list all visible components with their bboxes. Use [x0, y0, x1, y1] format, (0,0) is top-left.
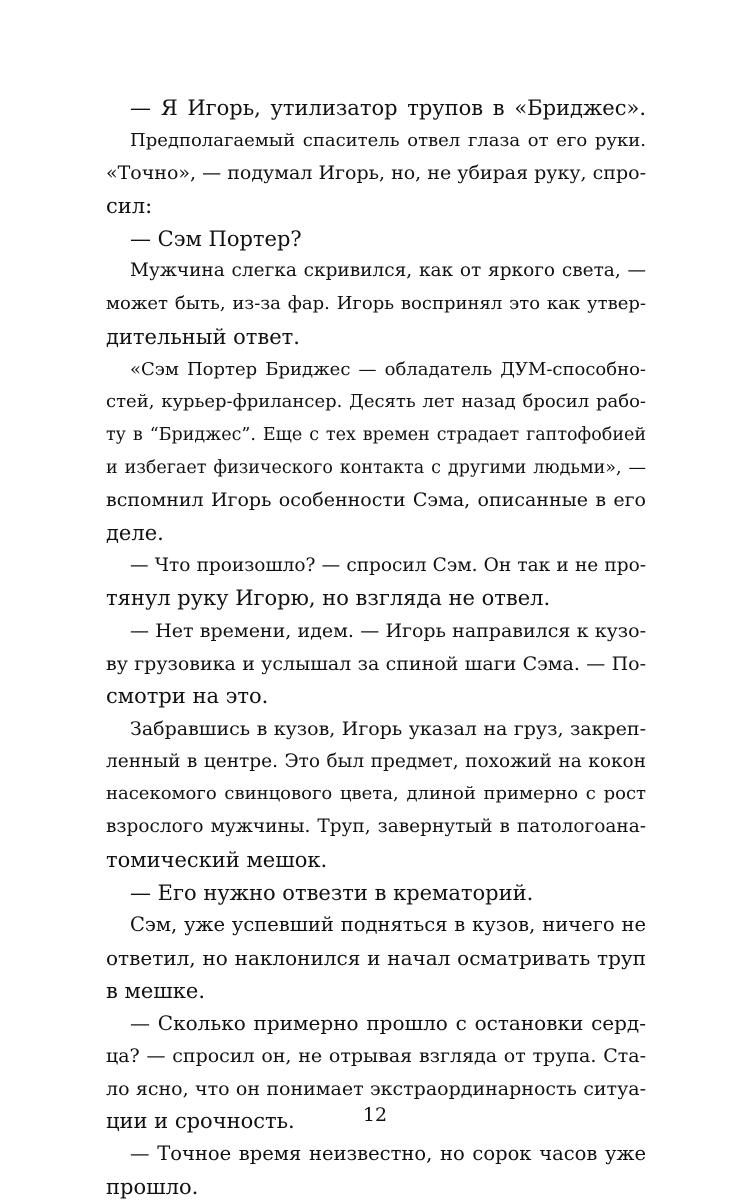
- text-line: — Нет времени, идем. — Игорь направился к кузо-: [130, 620, 646, 642]
- text-line: Мужчина слегка скривился, как от яркого света, —: [130, 260, 646, 282]
- text-line: — Его нужно отвезти в крематорий.: [130, 880, 534, 905]
- text-line: тянул руку Игорю, но взгляда не отвел.: [106, 586, 551, 611]
- text-line: — Что произошло? — спросил Сэм. Он так и не про-: [130, 554, 646, 576]
- text-line: «Сэм Портер Бриджес — обладатель ДУМ-способно-: [130, 358, 646, 380]
- text-line: ленный в центре. Это был предмет, похожий на кокон: [106, 750, 646, 772]
- text-line: Сэм, уже успевший подняться в кузов, ничего не: [130, 913, 646, 937]
- text-line: ту в “Бриджес”. Еще с тех времен страдает гаптофобией: [106, 424, 646, 445]
- text-line: ответил, но наклонился и начал осматривать труп: [106, 945, 646, 970]
- body-text: [106, 92, 646, 1203]
- text-line: и избегает физического контакта с другими людьми», —: [106, 457, 646, 478]
- page-number: 12: [362, 1104, 388, 1126]
- text-line: насекомого свинцового цвета, длиной примерно с рост: [106, 783, 646, 805]
- text-line: ло ясно, что он понимает экстраординарность ситуа-: [106, 1077, 646, 1100]
- text-line: — Точное время неизвестно, но сорок часов уже: [130, 1142, 646, 1165]
- text-line: томический мешок.: [106, 847, 328, 872]
- text-line: смотри на это.: [106, 684, 269, 709]
- text-line: может быть, из-за фар. Игорь воспринял это как утвер-: [106, 293, 646, 315]
- text-line: сил:: [106, 194, 153, 219]
- text-line: вспомнил Игорь особенности Сэма, описанные в его: [106, 489, 646, 512]
- text-line: стей, курьер-фрилансер. Десять лет назад бросил рабо-: [106, 391, 646, 413]
- text-line: — Я Игорь, утилизатор трупов в «Бриджес».: [130, 96, 646, 120]
- text-line: — Сэм Портер?: [130, 226, 302, 251]
- text-line: «Точно», — подумал Игорь, но, не убирая руку, спро-: [106, 162, 646, 185]
- text-line: ца? — спросил он, не отрывая взгляда от трупа. Ста-: [106, 1044, 646, 1067]
- text-line: Забравшись в кузов, Игорь указал на груз, закреп-: [130, 718, 646, 741]
- text-line: дительный ответ.: [106, 324, 300, 349]
- text-line: — Сколько примерно прошло с остановки серд-: [130, 1011, 646, 1036]
- text-line: ции и срочность.: [106, 1109, 295, 1134]
- text-line: взрослого мужчины. Труп, завернутый в патологоана-: [106, 816, 646, 838]
- text-line: прошло.: [106, 1174, 199, 1199]
- text-line: Предполагаемый спаситель отвел глаза от его руки.: [130, 129, 646, 151]
- text-line: в мешке.: [106, 978, 206, 1003]
- text-line: деле.: [106, 520, 164, 545]
- text-line: ву грузовика и услышал за спиной шаги Сэма. — По-: [106, 652, 646, 675]
